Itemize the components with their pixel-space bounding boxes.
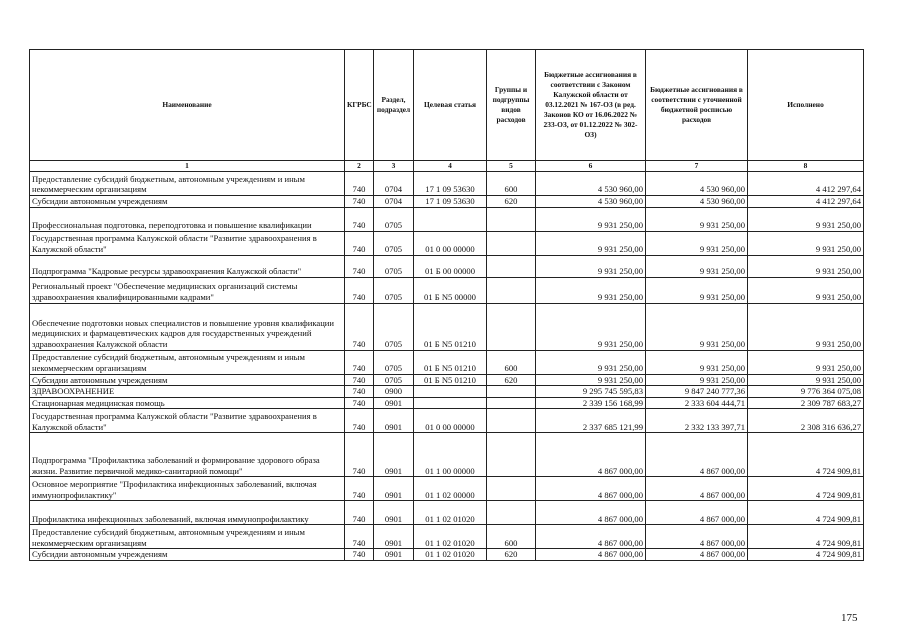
column-number: 3 [374,161,414,172]
header-section: Раздел, подраздел [374,50,414,161]
row-refined-amount: 9 847 240 777,36 [646,386,748,398]
row-executed-amount: 4 724 909,81 [748,501,864,525]
row-refined-amount: 9 931 250,00 [646,207,748,231]
row-executed-amount: 4 412 297,64 [748,172,864,196]
row-kgrbs: 740 [345,196,374,208]
table-row [30,255,864,277]
row-group: 620 [487,374,536,386]
row-refined-amount: 4 530 960,00 [646,172,748,196]
row-target [414,386,487,398]
row-name: Государственная программа Калужской области "Развитие здравоохранения в Калужской области" [30,231,345,255]
row-name: Обеспечение подготовки новых специалистов и повышение уровня квалификации медицинских и фармацевтических кадров для государственных учреждений здравоохранения Калужской области [30,303,345,350]
row-target [414,207,487,231]
row-group [487,397,536,409]
row-name: Стационарная медицинская помощь [30,397,345,409]
row-refined-amount: 9 931 250,00 [646,255,748,277]
row-executed-amount: 9 931 250,00 [748,231,864,255]
header-name: Наименование [30,50,345,161]
row-group [487,207,536,231]
row-kgrbs: 740 [345,549,374,561]
table-row [30,525,864,549]
budget-body [30,172,864,561]
row-kgrbs: 740 [345,433,374,477]
row-law-amount: 2 337 685 121,99 [536,409,646,433]
row-kgrbs: 740 [345,207,374,231]
row-executed-amount: 4 724 909,81 [748,549,864,561]
row-law-amount: 4 867 000,00 [536,477,646,501]
row-name: Основное мероприятие "Профилактика инфекционных заболеваний, включая иммунопрофилактику" [30,477,345,501]
row-executed-amount: 9 931 250,00 [748,303,864,350]
column-number: 8 [748,161,864,172]
column-number-row [30,161,864,172]
row-kgrbs: 740 [345,409,374,433]
row-kgrbs: 740 [345,350,374,374]
row-refined-amount: 9 931 250,00 [646,350,748,374]
row-law-amount: 4 867 000,00 [536,549,646,561]
row-group [487,386,536,398]
row-target: 01 Б N5 00000 [414,277,487,303]
row-group [487,277,536,303]
row-target: 17 1 09 53630 [414,172,487,196]
table-row [30,196,864,208]
row-target: 01 0 00 00000 [414,231,487,255]
row-kgrbs: 740 [345,303,374,350]
row-section: 0705 [374,277,414,303]
row-kgrbs: 740 [345,477,374,501]
column-number: 2 [345,161,374,172]
row-executed-amount: 9 931 250,00 [748,277,864,303]
column-number: 4 [414,161,487,172]
row-law-amount: 2 339 156 168,99 [536,397,646,409]
row-law-amount: 9 931 250,00 [536,277,646,303]
row-name: Профилактика инфекционных заболеваний, включая иммунопрофилактику [30,501,345,525]
column-number: 5 [487,161,536,172]
row-group [487,477,536,501]
row-section: 0901 [374,501,414,525]
row-refined-amount: 9 931 250,00 [646,277,748,303]
row-target: 01 1 02 01020 [414,549,487,561]
row-target: 01 0 00 00000 [414,409,487,433]
table-row [30,277,864,303]
row-refined-amount: 2 333 604 444,71 [646,397,748,409]
row-kgrbs: 740 [345,525,374,549]
row-executed-amount: 9 931 250,00 [748,207,864,231]
header-row [30,50,864,161]
header-executed: Исполнено [748,50,864,161]
row-law-amount: 9 931 250,00 [536,207,646,231]
row-section: 0704 [374,172,414,196]
row-kgrbs: 740 [345,386,374,398]
row-law-amount: 9 931 250,00 [536,350,646,374]
row-executed-amount: 9 931 250,00 [748,255,864,277]
row-refined-amount: 4 530 960,00 [646,196,748,208]
row-target: 01 Б 00 00000 [414,255,487,277]
row-kgrbs: 740 [345,255,374,277]
row-group [487,501,536,525]
row-refined-amount: 4 867 000,00 [646,549,748,561]
row-name: ЗДРАВООХРАНЕНИЕ [30,386,345,398]
row-section: 0901 [374,409,414,433]
row-executed-amount: 2 309 787 683,27 [748,397,864,409]
row-name: Подпрограмма "Кадровые ресурсы здравоохранения Калужской области" [30,255,345,277]
row-executed-amount: 4 724 909,81 [748,477,864,501]
page-number: 175 [841,612,858,624]
table-row [30,231,864,255]
budget-table [29,49,864,561]
row-law-amount: 9 295 745 595,83 [536,386,646,398]
row-kgrbs: 740 [345,501,374,525]
row-group [487,303,536,350]
column-number: 1 [30,161,345,172]
row-group [487,409,536,433]
row-group: 600 [487,350,536,374]
row-group [487,255,536,277]
row-law-amount: 4 530 960,00 [536,196,646,208]
row-name: Субсидии автономным учреждениям [30,374,345,386]
header-kgrbs: КГРБС [345,50,374,161]
row-section: 0704 [374,196,414,208]
row-name: Государственная программа Калужской области "Развитие здравоохранения в Калужской области" [30,409,345,433]
row-law-amount: 9 931 250,00 [536,255,646,277]
row-name: Профессиональная подготовка, переподготовка и повышение квалификации [30,207,345,231]
row-executed-amount: 9 776 364 075,08 [748,386,864,398]
table-row [30,409,864,433]
row-refined-amount: 2 332 133 397,71 [646,409,748,433]
table-row [30,374,864,386]
row-kgrbs: 740 [345,231,374,255]
row-name: Предоставление субсидий бюджетным, автономным учреждениям и иным некоммерческим организациям [30,525,345,549]
row-refined-amount: 4 867 000,00 [646,525,748,549]
row-refined-amount: 4 867 000,00 [646,477,748,501]
row-kgrbs: 740 [345,277,374,303]
header-groups: Группы и подгруппы видов расходов [487,50,536,161]
row-executed-amount: 9 931 250,00 [748,350,864,374]
column-number: 6 [536,161,646,172]
row-name: Предоставление субсидий бюджетным, автономным учреждениям и иным некоммерческим организациям [30,172,345,196]
row-group [487,433,536,477]
row-law-amount: 4 530 960,00 [536,172,646,196]
row-kgrbs: 740 [345,172,374,196]
table-row [30,397,864,409]
row-target: 17 1 09 53630 [414,196,487,208]
row-law-amount: 9 931 250,00 [536,374,646,386]
row-kgrbs: 740 [345,374,374,386]
row-refined-amount: 4 867 000,00 [646,433,748,477]
row-group: 620 [487,196,536,208]
row-group: 620 [487,549,536,561]
row-executed-amount: 4 724 909,81 [748,433,864,477]
row-refined-amount: 9 931 250,00 [646,374,748,386]
row-target [414,397,487,409]
row-section: 0901 [374,477,414,501]
row-refined-amount: 9 931 250,00 [646,303,748,350]
row-group [487,231,536,255]
row-target: 01 Б N5 01210 [414,350,487,374]
header-target: Целевая статья [414,50,487,161]
table-row [30,549,864,561]
row-refined-amount: 4 867 000,00 [646,501,748,525]
table-row [30,433,864,477]
row-law-amount: 4 867 000,00 [536,433,646,477]
row-target: 01 Б N5 01210 [414,303,487,350]
row-name: Региональный проект "Обеспечение медицинских организаций системы здравоохранения квалифицированными кадрами" [30,277,345,303]
row-target: 01 Б N5 01210 [414,374,487,386]
row-target: 01 1 02 01020 [414,525,487,549]
row-group: 600 [487,172,536,196]
row-target: 01 1 00 00000 [414,433,487,477]
row-executed-amount: 4 724 909,81 [748,525,864,549]
row-section: 0901 [374,433,414,477]
row-section: 0901 [374,549,414,561]
row-name: Подпрограмма "Профилактика заболеваний и формирование здорового образа жизни. Развитие первичной медико-санитарной помощи" [30,433,345,477]
row-section: 0900 [374,386,414,398]
row-section: 0705 [374,207,414,231]
table-row [30,172,864,196]
row-kgrbs: 740 [345,397,374,409]
row-section: 0705 [374,303,414,350]
row-name: Предоставление субсидий бюджетным, автономным учреждениям и иным некоммерческим организациям [30,350,345,374]
table-row [30,350,864,374]
row-name: Субсидии автономным учреждениям [30,196,345,208]
row-section: 0901 [374,525,414,549]
table-row [30,477,864,501]
column-number: 7 [646,161,748,172]
row-executed-amount: 9 931 250,00 [748,374,864,386]
row-section: 0705 [374,350,414,374]
table-row [30,386,864,398]
table-row [30,207,864,231]
row-law-amount: 9 931 250,00 [536,231,646,255]
row-target: 01 1 02 01020 [414,501,487,525]
row-group: 600 [487,525,536,549]
row-executed-amount: 2 308 316 636,27 [748,409,864,433]
header-refined: Бюджетные ассигнования в соответствии с уточненной бюджетной росписью расходов [646,50,748,161]
row-law-amount: 4 867 000,00 [536,525,646,549]
row-law-amount: 4 867 000,00 [536,501,646,525]
row-target: 01 1 02 00000 [414,477,487,501]
row-section: 0705 [374,374,414,386]
table-row [30,303,864,350]
header-law: Бюджетные ассигнования в соответствии с Законом Калужской области от 03.12.2021 № 167-ОЗ (в ред. Законов КО от 16.06.2022 № 233-ОЗ, от 01.12.2022 № 302-ОЗ) [536,50,646,161]
table-row [30,501,864,525]
row-executed-amount: 4 412 297,64 [748,196,864,208]
row-section: 0705 [374,255,414,277]
row-law-amount: 9 931 250,00 [536,303,646,350]
row-section: 0901 [374,397,414,409]
row-refined-amount: 9 931 250,00 [646,231,748,255]
row-name: Субсидии автономным учреждениям [30,549,345,561]
row-section: 0705 [374,231,414,255]
